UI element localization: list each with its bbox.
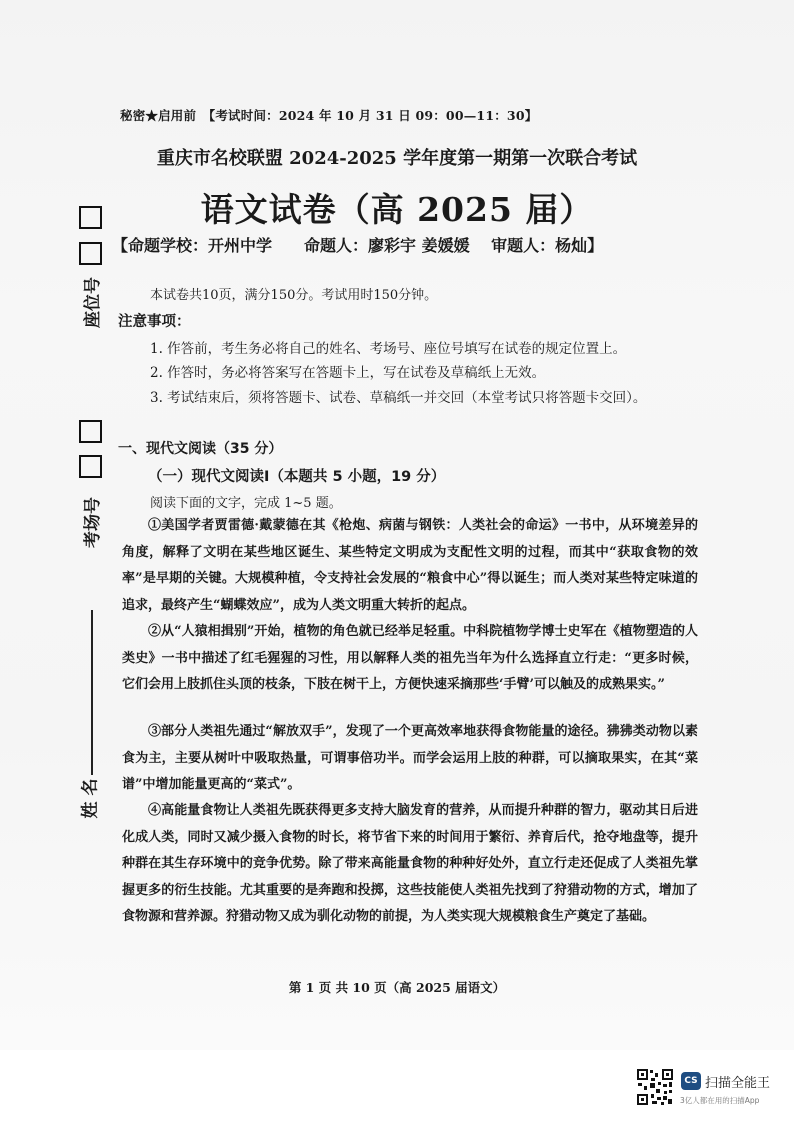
qr-code-icon <box>636 1068 674 1106</box>
page-footer: 第 1 页 共 10 页（高 2025 届语文） <box>288 980 506 995</box>
section-heading: 一、现代文阅读（35 分） <box>118 441 283 457</box>
sub-section-heading: （一）现代文阅读Ⅰ（本题共 5 小题，19 分） <box>148 469 446 485</box>
reading-paragraph-2: ②从“人猿相揖别”开始，植物的角色就已经举足轻重。中科院植物学博士史军在《植物塑造的人类史》一书中描述了红毛猩猩的习性，用以解释人类的祖先当年为什么选择直立行走：“更多时候，它们会用上肢抓住头顶的枝条，下肢在树干上，方便快速采摘那些‘手臂’可以触及的成熟果实。” <box>122 624 698 693</box>
exam-intro: 本试卷共10页，满分150分。考试用时150分钟。 <box>150 288 438 303</box>
reading-paragraph-3: ③部分人类祖先通过“解放双手”，发现了一个更高效率地获得食物能量的途径。狒狒类动物以素食为主，主要从树叶中吸取热量，可谓事倍功半。而学会运用上肢的种群，可以摘取果实，在其“菜谱”中增加能量更高的“菜式”。 <box>122 724 698 793</box>
reading-instruction: 阅读下面的文字，完成 1~5 题。 <box>150 496 342 511</box>
seat-box-2[interactable] <box>79 242 102 265</box>
camscanner-logo-icon: CS <box>681 1072 701 1090</box>
notice-heading: 注意事项： <box>118 314 191 330</box>
exam-subtitle: 重庆市名校联盟 2024-2025 学年度第一期第一次联合考试 <box>156 148 638 169</box>
notice-item: 2. 作答时，务必将答案写在答题卡上，写在试卷及草稿纸上无效。 <box>150 365 546 381</box>
reading-paragraph-4: ④高能量食物让人类祖先既获得更多支持大脑发育的营养，从而提升种群的智力，驱动其日后进化成人类，同时又减少摄入食物的时长，将节省下来的时间用于繁衍、养育后代，抢夺地盘等，提升种群在其生存环境中的竞争优势。除了带来高能量食物的种种好处外，直立行走还促成了人类祖先掌握更多的衍生技能。尤其重要的是奔跑和投掷，这些技能使人类祖先找到了狩猎动物的方式，增加了食物源和营养源。狩猎动物又成为驯化动物的前提，为人类实现大规模粮食生产奠定了基础。 <box>122 803 698 925</box>
notice-item: 1. 作答前，考生务必将自己的姓名、考场号、座位号填写在试卷的规定位置上。 <box>150 341 627 357</box>
seat-number-label: 座位号 <box>83 277 103 328</box>
scanner-tagline: 3亿人都在用的扫描App <box>680 1096 760 1105</box>
name-label: 姓 名 <box>80 778 101 819</box>
notice-item: 3. 考试结束后，须将答题卡、试卷、草稿纸一并交回（本堂考试只将答题卡交回）。 <box>150 390 647 406</box>
exam-room-label: 考场号 <box>83 497 103 548</box>
room-box-1[interactable] <box>79 420 102 443</box>
secret-exam-time-line: 秘密★启用前 【考试时间：2024 年 10 月 31 日 09：00—11：30】 <box>120 108 538 123</box>
page-title: 语文试卷（高 2025 届） <box>200 190 594 229</box>
name-write-line[interactable] <box>91 610 93 775</box>
room-box-2[interactable] <box>79 455 102 478</box>
proposer-line: 【命题学校：开州中学 命题人：廖彩宇 姜媛媛 审题人：杨灿】 <box>112 236 604 255</box>
reading-paragraph-1: ①美国学者贾雷德·戴蒙德在其《枪炮、病菌与钢铁：人类社会的命运》一书中，从环境差异的角度，解释了文明在某些地区诞生、某些特定文明成为支配性文明的过程，而其中“获取食物的效率”是早期的关键。大规模种植，令支持社会发展的“粮食中心”得以诞生；而人类对某些特定味道的追求，最终产生“蝴蝶效应”，成为人类文明重大转折的起点。 <box>122 518 698 613</box>
scanner-app-name: 扫描全能王 <box>705 1076 771 1091</box>
